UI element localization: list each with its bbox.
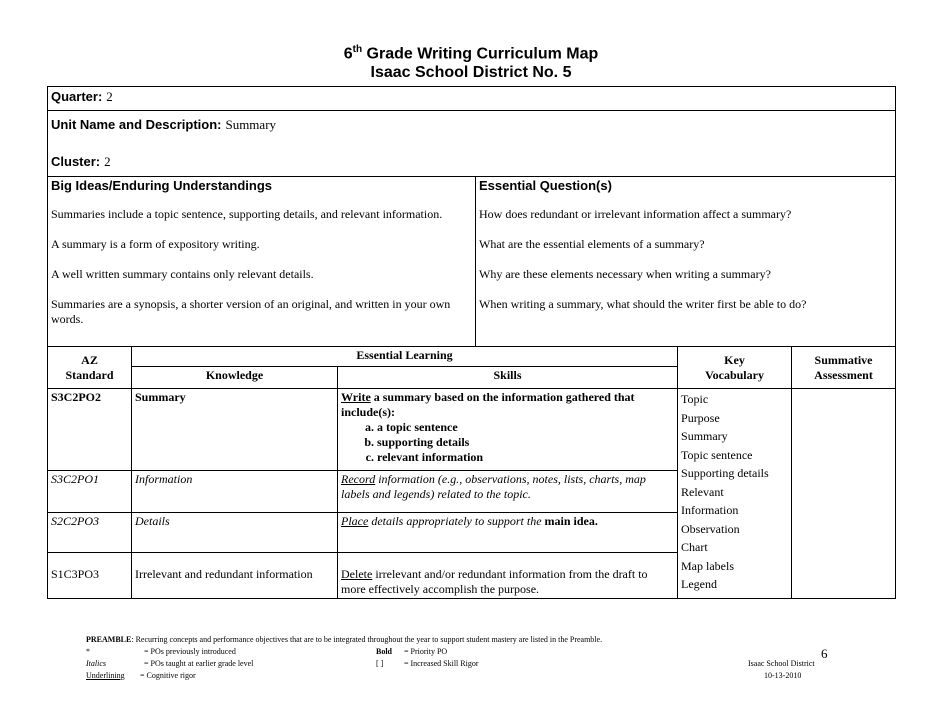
vocabulary-term: Topic [681,392,709,406]
knowledge-item: Information [132,471,338,513]
summative-assessment-cell [792,389,896,599]
unit-value: Summary [225,117,277,132]
big-idea-item: Summaries are a synopsis, a shorter version of an original, and written in your own words. [51,297,451,326]
legend-brackets: [ ] [376,659,384,668]
legend-bold: Bold [376,647,393,656]
skill-emphasis: main idea. [544,514,598,528]
skill-sublist [341,420,674,465]
title-line-1 [0,40,942,63]
summative-label: Summative [814,352,873,367]
vocabulary-term: Relevant [681,484,724,499]
district-name: Isaac School District [748,659,815,668]
big-ideas-cell [48,177,476,347]
skill-cell [338,389,678,471]
skill-subitem: b. supporting details [377,435,674,450]
quarter-cell [48,87,896,111]
title-line-2: Isaac School District No. 5 [370,64,572,82]
legend-row-2 [86,658,836,670]
standard-code: S1C3PO3 [48,553,132,599]
knowledge-header: Knowledge [132,367,338,389]
revision-date: 10-13-2010 [764,671,802,680]
skill-verb: Delete [341,567,373,581]
unit-cluster-cell [48,111,896,177]
legend-brackets-text: = Increased Skill Rigor [404,659,479,668]
skill-verb: Write [341,390,371,404]
preamble-label: PREAMBLE [86,635,132,644]
skills-header: Skills [338,367,678,389]
vocabulary-term: Chart [681,540,708,554]
grade-number: 6 [343,45,353,63]
vocabulary-label: Vocabulary [705,367,764,382]
legend-italics-text: = POs taught at earlier grade level [144,659,254,668]
essential-question-item: How does redundant or irrelevant information affect a summary? [479,207,792,221]
standard-code: S3C2PO1 [48,471,132,513]
skill-verb: Record [341,472,376,486]
skill-text: irrelevant and/or redundant information from the draft to more effectively accomplish the purpose. [341,567,648,596]
quarter-value: 2 [106,89,113,104]
knowledge-item: Summary [132,389,338,471]
big-idea-item: Summaries include a topic sentence, supporting details, and relevant information. [51,207,443,221]
assessment-label: Assessment [814,367,873,382]
preamble-row [86,634,836,646]
summative-assessment-header [792,347,896,389]
footer-legend [86,634,836,682]
quarter-label: Quarter: [51,89,103,104]
key-label: Key [724,352,745,367]
vocabulary-term: Purpose [681,410,720,425]
skill-text: information (e.g., observations, notes, lists, charts, map labels and legends) related to the topic. [341,472,646,501]
standard-label: Standard [65,367,114,382]
essential-question-item: Why are these elements necessary when writing a summary? [479,267,771,281]
skill-cell [338,471,678,513]
vocabulary-term: Topic sentence [681,447,753,462]
document-title [0,40,942,82]
az-standard-header [48,347,132,389]
skill-text: a summary based on the information gathered that include(s): [341,390,635,419]
skill-text: details appropriately to support the [368,514,545,528]
legend-row-3 [86,670,836,682]
vocabulary-term: Map labels [681,558,735,573]
legend-underlining: Underlining [86,671,125,680]
vocabulary-term: Information [681,503,739,517]
standard-code: S2C2PO3 [48,513,132,553]
legend-bold-text: = Priority PO [404,647,448,656]
vocabulary-term: Supporting details [681,466,769,480]
legend-italics: Italics [86,659,106,668]
skill-cell [338,513,678,553]
legend-star-text: = POs previously introduced [144,647,236,656]
legend-row-1 [86,646,836,661]
essential-question-item: What are the essential elements of a summary? [479,237,705,251]
legend-underlining-text: = Cognitive rigor [140,671,196,680]
big-ideas-heading: Big Ideas/Enduring Understandings [51,178,273,193]
standard-code: S3C2PO2 [48,389,132,471]
skill-verb: Place [341,514,369,528]
cluster-label: Cluster: [51,154,101,169]
essential-questions-heading: Essential Question(s) [479,178,612,193]
vocabulary-term: Observation [681,521,740,536]
key-vocabulary-header [678,347,792,389]
vocabulary-term: Summary [681,429,728,443]
essential-learning-header: Essential Learning [132,347,678,367]
skill-cell [338,553,678,599]
big-idea-item: A well written summary contains only relevant details. [51,267,314,281]
unit-label: Unit Name and Description: [51,117,222,132]
vocabulary-cell [678,389,792,599]
essential-learning-table [47,346,896,599]
big-idea-item: A summary is a form of expository writing. [51,237,260,251]
preamble-text: : Recurring concepts and performance objectives that are to be integrated throughout the year to support student mastery are listed in the Preamble. [131,635,603,644]
az-label: AZ [81,352,98,367]
skill-subitem: c. relevant information [377,450,674,465]
knowledge-item: Irrelevant and redundant information [132,553,338,599]
knowledge-item: Details [132,513,338,553]
legend-star: * [86,647,90,656]
title-text: Grade Writing Curriculum Map [362,45,599,63]
cluster-value: 2 [104,154,111,169]
essential-questions-cell [476,177,896,347]
essential-question-item: When writing a summary, what should the writer first be able to do? [479,297,807,311]
vocabulary-term: Legend [681,577,717,591]
grade-suffix: th [352,44,363,55]
page-number: 6 [821,646,828,661]
skill-subitem: a. a topic sentence [377,420,674,435]
unit-info-table [47,86,896,347]
